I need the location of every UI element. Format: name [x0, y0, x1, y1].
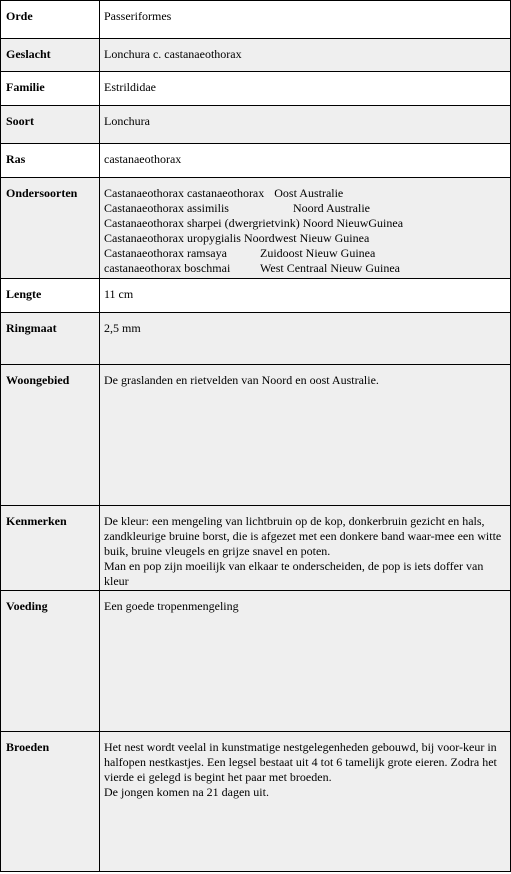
subspecies-line [104, 246, 506, 261]
subspecies-line [104, 231, 506, 246]
subspecies-name: Castanaeothorax uropygialis [104, 231, 241, 245]
row-label: Ras [1, 144, 100, 178]
subspecies-name: Castanaeothorax ramsaya [104, 246, 227, 260]
subspecies-region: West Centraal Nieuw Guinea [260, 261, 400, 275]
subspecies-region: Oost Australie [274, 186, 344, 200]
subspecies-region: Noord Australie [293, 201, 370, 215]
subspecies-name: castanaeothorax boschmai [104, 261, 231, 275]
row-value: Passeriformes [100, 1, 511, 39]
row-label: Geslacht [1, 39, 100, 72]
subspecies-name: Castanaeothorax assimilis [104, 201, 229, 215]
paragraph: De kleur: een mengeling van lichtbruin op de kop, donkerbruin gezicht en hals, zandkleurige bruine borst, die is afgezet met een donkere band waar-mee een witte buik, bruine vleugels en grijze snavel en poten. [104, 514, 502, 558]
row-ras [1, 144, 511, 178]
row-label: Lengte [1, 279, 100, 313]
subspecies-region: Noord NieuwGuinea [302, 216, 404, 230]
subspecies-line [104, 261, 506, 276]
row-label: Woongebied [1, 365, 100, 506]
row-geslacht [1, 39, 511, 72]
row-label: Ondersoorten [1, 178, 100, 279]
subspecies-name: Castanaeothorax castanaeothorax [104, 186, 265, 200]
row-voeding [1, 591, 511, 732]
description-text [100, 506, 511, 591]
row-label: Orde [1, 1, 100, 39]
subspecies-region: Noordwest Nieuw Guinea [243, 231, 370, 245]
row-value: 11 cm [100, 279, 511, 313]
row-value: Lonchura c. castanaeothorax [100, 39, 511, 72]
paragraph: Het nest wordt veelal in kunstmatige nestgelegenheden gebouwd, bij voor-keur in halfopen nestkastjes. Een legsel bestaat uit 4 tot 6 tamelijk grote eieren. Zodra het vierde ei gelegd is begint het paar met broeden. [104, 740, 497, 784]
row-soort [1, 106, 511, 144]
subspecies-list [100, 178, 511, 279]
subspecies-line [104, 201, 506, 216]
row-kenmerken [1, 506, 511, 591]
row-label: Familie [1, 72, 100, 106]
row-label: Voeding [1, 591, 100, 732]
row-value: castanaeothorax [100, 144, 511, 178]
row-label: Soort [1, 106, 100, 144]
row-value: De graslanden en rietvelden van Noord en oost Australie. [100, 365, 511, 506]
row-label: Ringmaat [1, 313, 100, 365]
row-broeden [1, 732, 511, 872]
subspecies-name: Castanaeothorax sharpei (dwergrietvink) [104, 216, 300, 230]
row-value: Lonchura [100, 106, 511, 144]
paragraph: Man en pop zijn moeilijk van elkaar te onderscheiden, de pop is iets doffer van kleur [104, 559, 484, 588]
row-familie [1, 72, 511, 106]
row-value: Estrildidae [100, 72, 511, 106]
row-ringmaat [1, 313, 511, 365]
subspecies-line [104, 216, 506, 231]
subspecies-line [104, 186, 506, 201]
row-label: Broeden [1, 732, 100, 872]
paragraph: De jongen komen na 21 dagen uit. [104, 785, 269, 799]
row-value: Een goede tropenmengeling [100, 591, 511, 732]
row-ondersoorten [1, 178, 511, 279]
row-orde [1, 1, 511, 39]
row-label: Kenmerken [1, 506, 100, 591]
row-lengte [1, 279, 511, 313]
breeding-text [100, 732, 511, 872]
row-woongebied [1, 365, 511, 506]
subspecies-region: Zuidoost Nieuw Guinea [260, 246, 376, 260]
row-value: 2,5 mm [100, 313, 511, 365]
